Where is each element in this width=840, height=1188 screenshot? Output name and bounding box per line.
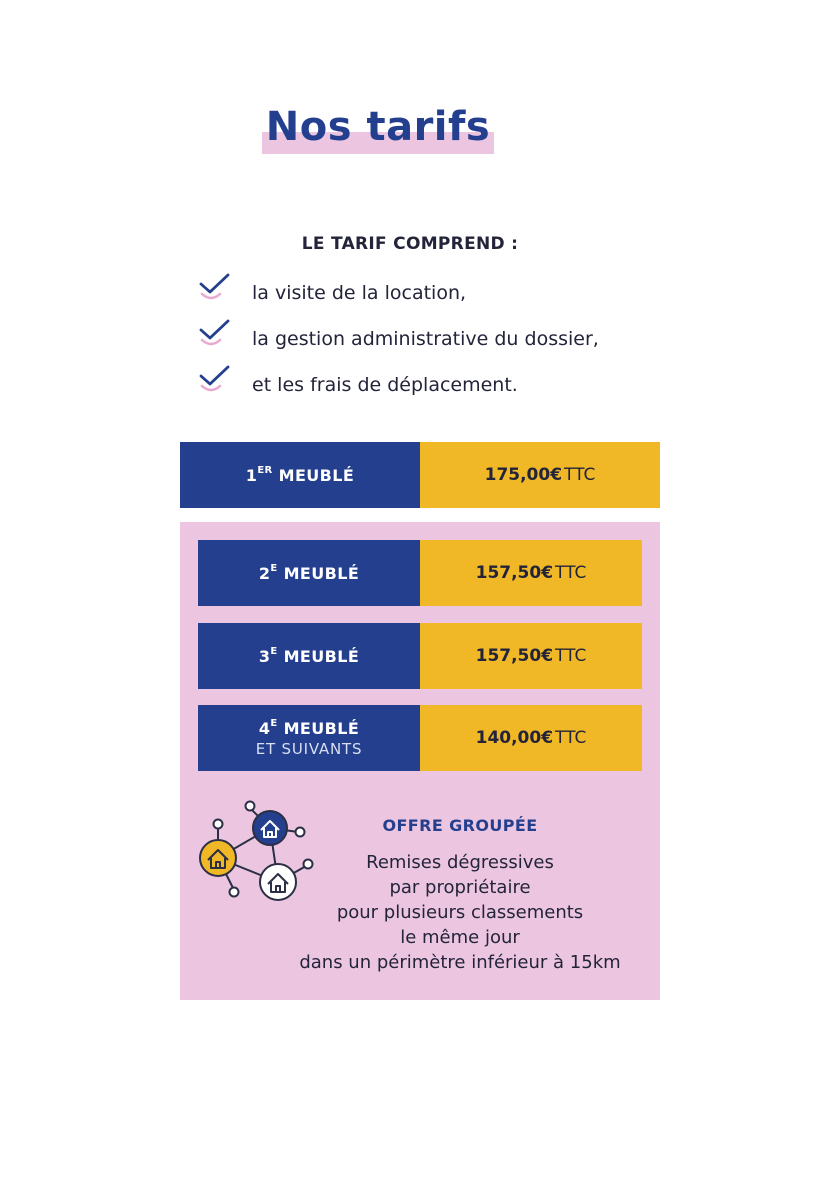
offer-line: par propriétaire — [389, 877, 531, 898]
includes-item-text: et les frais de déplacement. — [252, 374, 518, 396]
offer-line: pour plusieurs classements — [336, 902, 584, 923]
offer-description — [260, 850, 660, 975]
rate-price-unit: TTC — [564, 465, 596, 485]
rate-label — [198, 540, 420, 606]
includes-item-text: la gestion administrative du dossier, — [252, 328, 599, 350]
rate-ordinal: 4 — [258, 718, 271, 738]
offer-title: OFFRE GROUPÉE — [382, 816, 538, 835]
rate-label-text: MEUBLÉ — [278, 465, 355, 485]
checkmark-icon — [196, 272, 234, 302]
rate-ordinal-suffix: E — [270, 563, 278, 575]
includes-item-text: la visite de la location, — [252, 282, 467, 304]
offer-line: dans un périmètre inférieur à 15km — [299, 952, 621, 973]
includes-heading: LE TARIF COMPREND : — [301, 234, 519, 254]
rate-label-text: MEUBLÉ — [283, 646, 360, 666]
rate-label-sub: ET SUIVANTS — [255, 739, 363, 758]
rate-label-text: MEUBLÉ — [283, 718, 360, 738]
page-title-block — [262, 104, 494, 154]
rate-ordinal: 3 — [258, 646, 271, 666]
rate-row-1 — [180, 442, 660, 508]
rate-price-unit: TTC — [555, 728, 587, 748]
rate-ordinal-suffix: ER — [257, 465, 273, 477]
rate-price-unit: TTC — [555, 646, 587, 666]
rate-ordinal-suffix: E — [270, 646, 278, 658]
includes-list — [196, 272, 656, 410]
rate-label-text: MEUBLÉ — [283, 563, 360, 583]
includes-item — [196, 272, 656, 318]
rate-price-value: 157,50€ — [475, 646, 554, 666]
rate-label — [198, 623, 420, 689]
rate-ordinal: 1 — [245, 465, 258, 485]
rate-ordinal: 2 — [258, 563, 271, 583]
rate-label — [180, 442, 420, 508]
rate-price — [420, 705, 642, 771]
rate-price-value: 140,00€ — [475, 728, 554, 748]
rate-price-value: 157,50€ — [475, 563, 554, 583]
offer-line: Remises dégressives — [366, 852, 554, 873]
rate-ordinal-suffix: E — [270, 718, 278, 730]
rate-price — [420, 623, 642, 689]
rate-price — [420, 442, 660, 508]
rate-price — [420, 540, 642, 606]
checkmark-icon — [196, 364, 234, 394]
includes-item — [196, 364, 656, 410]
includes-item — [196, 318, 656, 364]
rate-price-value: 175,00€ — [484, 465, 563, 485]
rate-row-2 — [198, 540, 642, 606]
rate-row-4 — [198, 705, 642, 771]
page-title: Nos tarifs — [265, 104, 491, 150]
rate-row-3 — [198, 623, 642, 689]
offer-line: le même jour — [400, 927, 520, 948]
rate-price-unit: TTC — [555, 563, 587, 583]
checkmark-icon — [196, 318, 234, 348]
rate-label — [198, 705, 420, 771]
